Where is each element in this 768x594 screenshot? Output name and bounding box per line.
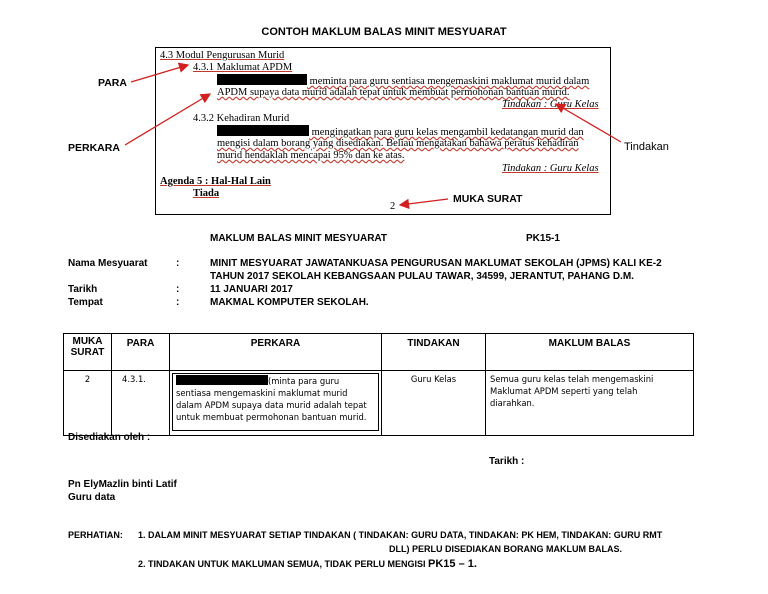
agenda-5: Agenda 5 : Hal-Hal Lain: [160, 176, 271, 187]
redacted-name: [176, 375, 268, 385]
arrow-para: [131, 65, 188, 82]
nama-colon: :: [176, 258, 180, 269]
tarikh-label: Tarikh: [68, 284, 98, 295]
tempat-colon: :: [176, 297, 180, 308]
tarikh-colon: :: [176, 284, 180, 295]
subsection-heading-1: 4.3.1 Maklumat APDM: [193, 62, 293, 73]
header-muka-surat: MUKA SURAT: [64, 334, 112, 371]
subsection-2-text-line-1: mengingatkan para guru kelas mengambil kedatangan murid dan: [217, 125, 584, 139]
preparer-name: Pn ElyMazlin binti Latif: [68, 479, 177, 490]
cell-tindakan: Guru Kelas: [382, 371, 486, 436]
page-title: CONTOH MAKLUM BALAS MINIT MESYUARAT: [261, 26, 507, 38]
nama-label: Nama Mesyuarat: [68, 258, 148, 269]
cell-para: 4.3.1.: [112, 371, 170, 436]
table-row: [64, 371, 694, 436]
tarikh-signature-label: Tarikh :: [489, 456, 525, 467]
perhatian-label: PERHATIAN:: [68, 530, 123, 540]
cell-muka-surat: 2: [64, 371, 112, 436]
tindakan-2: Tindakan : Guru Kelas: [502, 163, 599, 174]
form-code: PK15-1: [526, 233, 560, 244]
arrow-muka-surat: [400, 199, 448, 205]
subsection-1-text-line-2: APDM supaya data murid adalah tepat untuk membuat permohonan bantuan murid.: [217, 87, 570, 98]
callout-perkara: PERKARA: [68, 142, 120, 154]
callout-muka-surat: MUKA SURAT: [453, 193, 523, 205]
table-header-row: [64, 334, 694, 371]
tempat-label: Tempat: [68, 297, 103, 308]
header-maklum-balas: MAKLUM BALAS: [486, 334, 694, 371]
subsection-1-text-line-1: meminta para guru sentiasa mengemaskini maklumat murid dalam: [217, 74, 589, 88]
header-tindakan: TINDAKAN: [382, 334, 486, 371]
tiada-text: Tiada: [193, 188, 220, 199]
cell-perkara: (minta para guru sentiasa mengemaskini maklumat murid dalam APDM supaya data murid adalah tepat untuk membuat permohonan bantuan murid.: [170, 371, 382, 436]
tindakan-1: Tindakan : Guru Kelas: [502, 99, 599, 110]
nama-value-2: TAHUN 2017 SEKOLAH KEBANGSAAN PULAU TAWAR, 34599, JERANTUT, PAHANG D.M.: [210, 271, 634, 282]
header-para: PARA: [112, 334, 170, 371]
section-heading: 4.3 Modul Pengurusan Murid: [160, 50, 285, 61]
tarikh-value: 11 JANUARI 2017: [210, 284, 293, 295]
header-perkara: PERKARA: [170, 334, 382, 371]
arrow-tindakan: [556, 104, 621, 142]
note-2: 2. TINDAKAN UNTUK MAKLUMAN SEMUA, TIDAK PERLU MENGISI PK15 – 1.: [138, 558, 477, 570]
callout-para: PARA: [98, 77, 127, 89]
page-number: 2: [390, 201, 396, 212]
note-1-line-1: 1. DALAM MINIT MESYUARAT SETIAP TINDAKAN ( TINDAKAN: GURU DATA, TINDAKAN: PK HEM, TINDAKAN: GURU RMT: [138, 530, 663, 540]
subsection-heading-2: 4.3.2 Kehadiran Murid: [193, 113, 290, 124]
tempat-value: MAKMAL KOMPUTER SEKOLAH.: [210, 297, 369, 308]
nama-value-1: MINIT MESYUARAT JAWATANKUASA PENGURUSAN MAKLUMAT SEKOLAH (JPMS) KALI KE-2: [210, 258, 662, 269]
preparer-role: Guru data: [68, 492, 116, 503]
subsection-2-text-line-3: murid hendaklah mencapai 95% dan ke atas.: [217, 150, 405, 161]
callout-tindakan: Tindakan: [624, 141, 669, 153]
arrow-perkara: [125, 94, 210, 145]
cell-maklum-balas: Semua guru kelas telah mengemaskini Maklumat APDM seperti yang telah diarahkan.: [486, 371, 694, 436]
subsection-2-text-line-2: mengisi dalam borang yang disediakan. Beliau mengatakan bahawa peratus kehadiran: [217, 138, 579, 149]
maklum-balas-table: [63, 333, 694, 436]
disediakan-label: Disediakan oleh :: [68, 432, 151, 443]
note-1-line-2: DLL) PERLU DISEDIAKAN BORANG MAKLUM BALAS.: [389, 544, 622, 554]
form-heading: MAKLUM BALAS MINIT MESYUARAT: [210, 233, 388, 244]
